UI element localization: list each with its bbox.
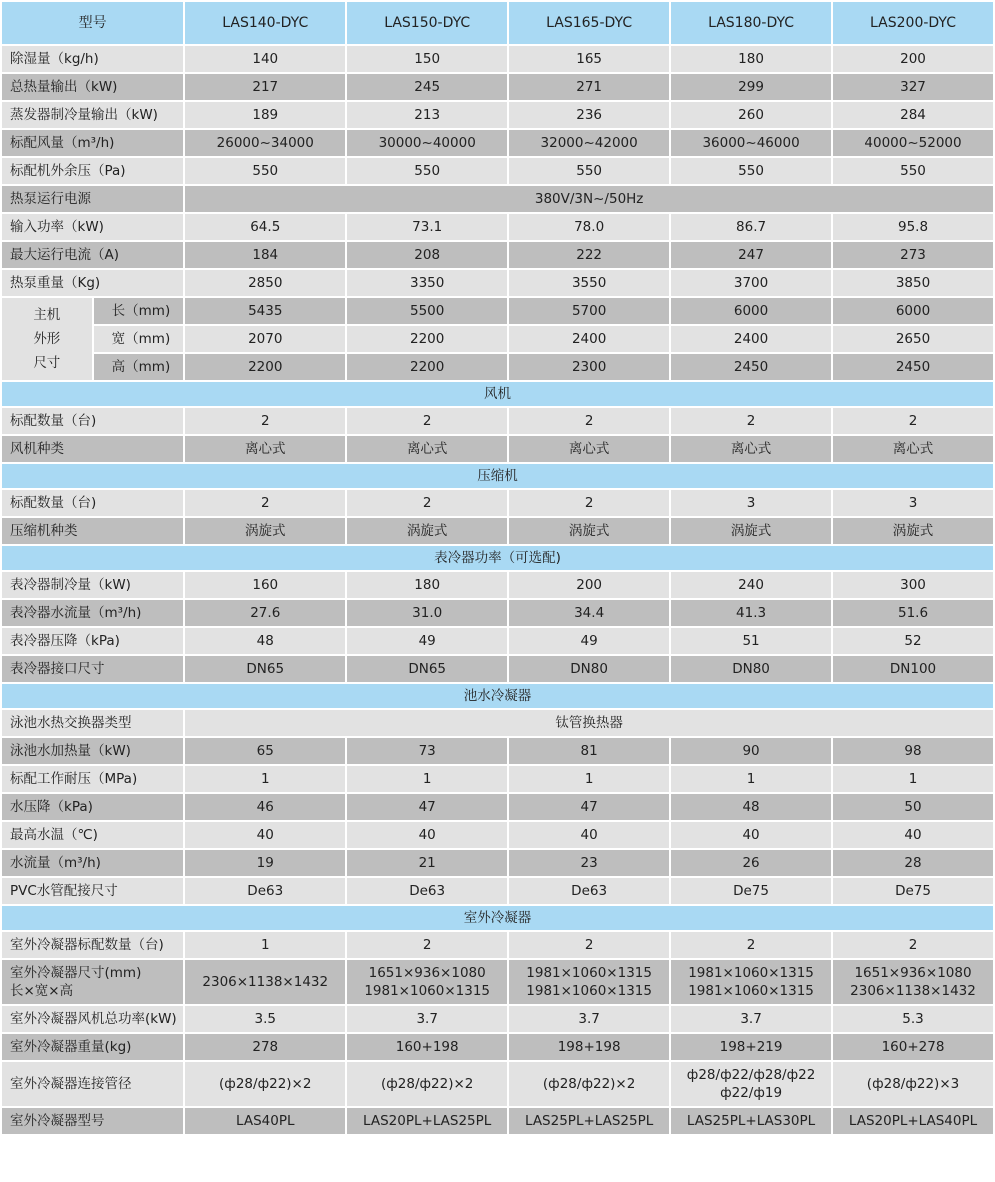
value-cell: 73.1 bbox=[347, 214, 507, 240]
value-cell: DN65 bbox=[185, 656, 345, 682]
row-label: 表冷器水流量（m³/h) bbox=[2, 600, 183, 626]
table-row bbox=[2, 408, 993, 434]
table-row bbox=[2, 102, 993, 128]
value-cell bbox=[509, 1062, 669, 1106]
value-cell bbox=[671, 1062, 831, 1106]
value-cell: 245 bbox=[347, 74, 507, 100]
table-row bbox=[2, 766, 993, 792]
value-cell: 3 bbox=[833, 490, 993, 516]
value-cell: 208 bbox=[347, 242, 507, 268]
value-cell: 1 bbox=[185, 932, 345, 958]
value-cell: 34.4 bbox=[509, 600, 669, 626]
value-cell: 离心式 bbox=[833, 436, 993, 462]
value-cell: 150 bbox=[347, 46, 507, 72]
value-cell: 2450 bbox=[671, 354, 831, 380]
model-name: LAS150-DYC bbox=[347, 2, 507, 44]
table-row bbox=[2, 656, 993, 682]
header-row bbox=[2, 2, 993, 44]
row-label: 压缩机种类 bbox=[2, 518, 183, 544]
value-cell: 240 bbox=[671, 572, 831, 598]
model-name: LAS180-DYC bbox=[671, 2, 831, 44]
value-cell: 278 bbox=[185, 1034, 345, 1060]
table-row bbox=[2, 1062, 993, 1106]
value-cell: De75 bbox=[833, 878, 993, 904]
value-cell: 2 bbox=[509, 932, 669, 958]
value-cell: 40 bbox=[509, 822, 669, 848]
table-row bbox=[2, 518, 993, 544]
table-row bbox=[2, 490, 993, 516]
value-cell: 81 bbox=[509, 738, 669, 764]
cell-line: 尺寸 bbox=[33, 355, 61, 371]
value-cell: 40 bbox=[347, 822, 507, 848]
value-cell: 19 bbox=[185, 850, 345, 876]
value-cell: 2070 bbox=[185, 326, 345, 352]
value-cell: 47 bbox=[509, 794, 669, 820]
table-row bbox=[2, 932, 993, 958]
value-cell: De63 bbox=[509, 878, 669, 904]
value-cell: LAS20PL+LAS40PL bbox=[833, 1108, 993, 1134]
table-row bbox=[2, 628, 993, 654]
value-cell: 2 bbox=[509, 490, 669, 516]
cell-line: 1981×1060×1315 bbox=[526, 965, 652, 981]
table-row bbox=[2, 270, 993, 296]
section-header-row bbox=[2, 906, 993, 930]
cell-line: 1981×1060×1315 bbox=[364, 983, 491, 999]
cell-line: 室外冷凝器尺寸(mm) bbox=[10, 965, 142, 981]
value-cell: 64.5 bbox=[185, 214, 345, 240]
value-cell: De63 bbox=[347, 878, 507, 904]
dimensions-group-label bbox=[2, 298, 92, 380]
value-cell: DN80 bbox=[671, 656, 831, 682]
table-row bbox=[2, 1034, 993, 1060]
value-cell: 140 bbox=[185, 46, 345, 72]
value-cell bbox=[833, 1062, 993, 1106]
section-title: 风机 bbox=[2, 382, 993, 406]
cell-line: 室外冷凝器连接管径 bbox=[10, 1076, 132, 1092]
value-cell: 6000 bbox=[833, 298, 993, 324]
row-label: 热泵运行电源 bbox=[2, 186, 183, 212]
value-cell: 180 bbox=[671, 46, 831, 72]
table-row bbox=[2, 710, 993, 736]
value-cell: 2650 bbox=[833, 326, 993, 352]
cell-line: 1651×936×1080 bbox=[368, 965, 486, 981]
value-cell: 离心式 bbox=[347, 436, 507, 462]
value-cell: De75 bbox=[671, 878, 831, 904]
row-label: 表冷器压降（kPa) bbox=[2, 628, 183, 654]
table-row bbox=[2, 214, 993, 240]
value-cell: 2 bbox=[509, 408, 669, 434]
value-cell: 300 bbox=[833, 572, 993, 598]
value-cell bbox=[185, 1062, 345, 1106]
value-cell: 40 bbox=[671, 822, 831, 848]
value-cell: 涡旋式 bbox=[185, 518, 345, 544]
row-label: 水压降（kPa) bbox=[2, 794, 183, 820]
row-label: 热泵重量（Kg) bbox=[2, 270, 183, 296]
value-cell: 41.3 bbox=[671, 600, 831, 626]
value-cell: 26 bbox=[671, 850, 831, 876]
value-cell: 65 bbox=[185, 738, 345, 764]
value-cell: 2 bbox=[185, 408, 345, 434]
value-cell: DN65 bbox=[347, 656, 507, 682]
value-cell: 3.7 bbox=[347, 1006, 507, 1032]
cell-line: (ф28/ф22)×3 bbox=[866, 1076, 960, 1092]
value-cell: 51.6 bbox=[833, 600, 993, 626]
value-cell: 31.0 bbox=[347, 600, 507, 626]
row-label: 室外冷凝器风机总功率(kW) bbox=[2, 1006, 183, 1032]
value-cell: 2200 bbox=[185, 354, 345, 380]
table-row bbox=[2, 794, 993, 820]
row-label: 室外冷凝器型号 bbox=[2, 1108, 183, 1134]
value-cell: 49 bbox=[509, 628, 669, 654]
table-row bbox=[2, 850, 993, 876]
row-label: 标配风量（m³/h) bbox=[2, 130, 183, 156]
row-label: 高（mm) bbox=[94, 354, 184, 380]
cell-line: 1981×1060×1315 bbox=[526, 983, 652, 999]
value-cell: 160+198 bbox=[347, 1034, 507, 1060]
row-label: 宽（mm) bbox=[94, 326, 184, 352]
value-cell: 180 bbox=[347, 572, 507, 598]
value-cell: 550 bbox=[185, 158, 345, 184]
spec-table-body bbox=[2, 2, 993, 1134]
value-cell: 160+278 bbox=[833, 1034, 993, 1060]
cell-line: 2306×1138×1432 bbox=[850, 983, 976, 999]
model-name: LAS200-DYC bbox=[833, 2, 993, 44]
value-cell: 299 bbox=[671, 74, 831, 100]
value-cell: 213 bbox=[347, 102, 507, 128]
table-row bbox=[2, 354, 993, 380]
cell-line: ф28/ф22/ф28/ф22 bbox=[686, 1067, 816, 1083]
value-cell: 涡旋式 bbox=[671, 518, 831, 544]
value-cell: 离心式 bbox=[509, 436, 669, 462]
row-label: 总热量输出（kW) bbox=[2, 74, 183, 100]
value-cell: 1 bbox=[671, 766, 831, 792]
value-cell bbox=[347, 1062, 507, 1106]
value-cell: LAS20PL+LAS25PL bbox=[347, 1108, 507, 1134]
row-label: 输入功率（kW) bbox=[2, 214, 183, 240]
section-title: 室外冷凝器 bbox=[2, 906, 993, 930]
table-row bbox=[2, 158, 993, 184]
row-label: 标配数量（台) bbox=[2, 490, 183, 516]
row-label: 最大运行电流（A) bbox=[2, 242, 183, 268]
value-cell: 2400 bbox=[509, 326, 669, 352]
cell-line: (ф28/ф22)×2 bbox=[380, 1076, 474, 1092]
value-cell: 离心式 bbox=[671, 436, 831, 462]
value-cell: 30000~40000 bbox=[347, 130, 507, 156]
value-cell: 1 bbox=[347, 766, 507, 792]
value-cell: 165 bbox=[509, 46, 669, 72]
table-row bbox=[2, 242, 993, 268]
value-cell: 2 bbox=[671, 932, 831, 958]
value-cell: 200 bbox=[509, 572, 669, 598]
section-title: 池水冷凝器 bbox=[2, 684, 993, 708]
value-cell: 2400 bbox=[671, 326, 831, 352]
value-cell: 21 bbox=[347, 850, 507, 876]
section-header-row bbox=[2, 684, 993, 708]
value-cell: 49 bbox=[347, 628, 507, 654]
value-cell: 550 bbox=[509, 158, 669, 184]
section-header-row bbox=[2, 546, 993, 570]
value-cell: 200 bbox=[833, 46, 993, 72]
row-label: 长（mm) bbox=[94, 298, 184, 324]
model-label: 型号 bbox=[2, 2, 183, 44]
section-title: 压缩机 bbox=[2, 464, 993, 488]
value-cell: 284 bbox=[833, 102, 993, 128]
value-cell: 23 bbox=[509, 850, 669, 876]
row-label bbox=[2, 1062, 183, 1106]
table-row bbox=[2, 130, 993, 156]
value-cell: De63 bbox=[185, 878, 345, 904]
table-row bbox=[2, 436, 993, 462]
row-label: PVC水管配接尺寸 bbox=[2, 878, 183, 904]
value-cell: 2850 bbox=[185, 270, 345, 296]
cell-line: 2306×1138×1432 bbox=[202, 974, 329, 990]
value-cell: 涡旋式 bbox=[833, 518, 993, 544]
value-cell bbox=[509, 960, 669, 1004]
table-row bbox=[2, 326, 993, 352]
value-cell: 3350 bbox=[347, 270, 507, 296]
value-cell: 160 bbox=[185, 572, 345, 598]
value-cell: 550 bbox=[833, 158, 993, 184]
value-cell: 2200 bbox=[347, 354, 507, 380]
value-cell: 198+219 bbox=[671, 1034, 831, 1060]
power-supply-value: 380V/3N~/50Hz bbox=[185, 186, 993, 212]
value-cell: 3.5 bbox=[185, 1006, 345, 1032]
value-cell: 222 bbox=[509, 242, 669, 268]
row-label bbox=[2, 960, 183, 1004]
value-cell: 2 bbox=[833, 932, 993, 958]
table-row bbox=[2, 298, 993, 324]
cell-line: (ф28/ф22)×2 bbox=[542, 1076, 636, 1092]
value-cell: 47 bbox=[347, 794, 507, 820]
table-row bbox=[2, 1108, 993, 1134]
value-cell: 46 bbox=[185, 794, 345, 820]
value-cell: 247 bbox=[671, 242, 831, 268]
value-cell: 2 bbox=[671, 408, 831, 434]
value-cell: 5435 bbox=[185, 298, 345, 324]
table-row bbox=[2, 572, 993, 598]
section-title: 表冷器功率（可选配) bbox=[2, 546, 993, 570]
value-cell: 51 bbox=[671, 628, 831, 654]
value-cell: 6000 bbox=[671, 298, 831, 324]
value-cell: LAS25PL+LAS25PL bbox=[509, 1108, 669, 1134]
value-cell: 236 bbox=[509, 102, 669, 128]
value-cell: 2 bbox=[185, 490, 345, 516]
row-label: 标配数量（台) bbox=[2, 408, 183, 434]
value-cell: LAS40PL bbox=[185, 1108, 345, 1134]
row-label: 除湿量（kg/h) bbox=[2, 46, 183, 72]
value-cell: 40 bbox=[185, 822, 345, 848]
cell-line: 1981×1060×1315 bbox=[688, 983, 814, 999]
cell-line: (ф28/ф22)×2 bbox=[219, 1076, 312, 1092]
value-cell: 32000~42000 bbox=[509, 130, 669, 156]
value-cell: 3700 bbox=[671, 270, 831, 296]
value-cell: 3850 bbox=[833, 270, 993, 296]
row-label: 标配工作耐压（MPa) bbox=[2, 766, 183, 792]
row-label: 蒸发器制冷量输出（kW) bbox=[2, 102, 183, 128]
value-cell bbox=[833, 960, 993, 1004]
row-label: 室外冷凝器重量(kg) bbox=[2, 1034, 183, 1060]
table-row bbox=[2, 960, 993, 1004]
value-cell: 1 bbox=[833, 766, 993, 792]
value-cell: 550 bbox=[347, 158, 507, 184]
value-cell: 2300 bbox=[509, 354, 669, 380]
row-label: 表冷器接口尺寸 bbox=[2, 656, 183, 682]
table-row bbox=[2, 878, 993, 904]
row-label: 泳池水加热量（kW) bbox=[2, 738, 183, 764]
row-label: 表冷器制冷量（kW) bbox=[2, 572, 183, 598]
value-cell: 2 bbox=[347, 490, 507, 516]
value-cell: 36000~46000 bbox=[671, 130, 831, 156]
cell-line: 外形 bbox=[33, 331, 61, 347]
value-cell: 52 bbox=[833, 628, 993, 654]
value-cell: 5700 bbox=[509, 298, 669, 324]
value-cell: 198+198 bbox=[509, 1034, 669, 1060]
value-cell: 2200 bbox=[347, 326, 507, 352]
value-cell: 3 bbox=[671, 490, 831, 516]
section-header-row bbox=[2, 464, 993, 488]
value-cell: 5500 bbox=[347, 298, 507, 324]
value-cell: 涡旋式 bbox=[347, 518, 507, 544]
value-cell: 40 bbox=[833, 822, 993, 848]
value-cell: 3.7 bbox=[509, 1006, 669, 1032]
table-row bbox=[2, 1006, 993, 1032]
table-row bbox=[2, 46, 993, 72]
value-cell: 78.0 bbox=[509, 214, 669, 240]
row-label: 泳池水热交换器类型 bbox=[2, 710, 183, 736]
value-cell: LAS25PL+LAS30PL bbox=[671, 1108, 831, 1134]
row-label: 室外冷凝器标配数量（台) bbox=[2, 932, 183, 958]
value-cell: 2 bbox=[833, 408, 993, 434]
value-cell: 2 bbox=[347, 932, 507, 958]
value-cell: 550 bbox=[671, 158, 831, 184]
cell-line: ф22/ф19 bbox=[720, 1085, 783, 1101]
value-cell: 95.8 bbox=[833, 214, 993, 240]
value-cell: 86.7 bbox=[671, 214, 831, 240]
row-label: 水流量（m³/h) bbox=[2, 850, 183, 876]
row-label: 标配机外余压（Pa) bbox=[2, 158, 183, 184]
value-cell: 2 bbox=[347, 408, 507, 434]
table-row bbox=[2, 186, 993, 212]
value-cell: 98 bbox=[833, 738, 993, 764]
cell-line: 1651×936×1080 bbox=[854, 965, 972, 981]
table-row bbox=[2, 822, 993, 848]
value-cell: 189 bbox=[185, 102, 345, 128]
value-cell: 271 bbox=[509, 74, 669, 100]
value-cell: 48 bbox=[185, 628, 345, 654]
value-cell: 273 bbox=[833, 242, 993, 268]
value-cell: 327 bbox=[833, 74, 993, 100]
value-cell bbox=[347, 960, 507, 1004]
value-cell: 217 bbox=[185, 74, 345, 100]
value-cell: 涡旋式 bbox=[509, 518, 669, 544]
value-cell: 3.7 bbox=[671, 1006, 831, 1032]
value-cell: 3550 bbox=[509, 270, 669, 296]
value-cell: 1 bbox=[509, 766, 669, 792]
table-row bbox=[2, 600, 993, 626]
model-name: LAS140-DYC bbox=[185, 2, 345, 44]
heat-exchanger-type: 钛管换热器 bbox=[185, 710, 993, 736]
value-cell: 90 bbox=[671, 738, 831, 764]
value-cell: 73 bbox=[347, 738, 507, 764]
cell-line: 主机 bbox=[33, 307, 61, 323]
value-cell: 离心式 bbox=[185, 436, 345, 462]
value-cell: 2450 bbox=[833, 354, 993, 380]
value-cell: 27.6 bbox=[185, 600, 345, 626]
value-cell: 5.3 bbox=[833, 1006, 993, 1032]
value-cell: 50 bbox=[833, 794, 993, 820]
value-cell: DN80 bbox=[509, 656, 669, 682]
value-cell: DN100 bbox=[833, 656, 993, 682]
section-header-row bbox=[2, 382, 993, 406]
value-cell: 184 bbox=[185, 242, 345, 268]
value-cell bbox=[671, 960, 831, 1004]
value-cell: 28 bbox=[833, 850, 993, 876]
value-cell: 48 bbox=[671, 794, 831, 820]
cell-line: 1981×1060×1315 bbox=[688, 965, 814, 981]
value-cell: 40000~52000 bbox=[833, 130, 993, 156]
value-cell bbox=[185, 960, 345, 1004]
value-cell: 26000~34000 bbox=[185, 130, 345, 156]
value-cell: 1 bbox=[185, 766, 345, 792]
value-cell: 260 bbox=[671, 102, 831, 128]
model-name: LAS165-DYC bbox=[509, 2, 669, 44]
table-row bbox=[2, 74, 993, 100]
row-label: 最高水温（℃) bbox=[2, 822, 183, 848]
cell-line: 长×宽×高 bbox=[10, 983, 74, 999]
row-label: 风机种类 bbox=[2, 436, 183, 462]
table-row bbox=[2, 738, 993, 764]
